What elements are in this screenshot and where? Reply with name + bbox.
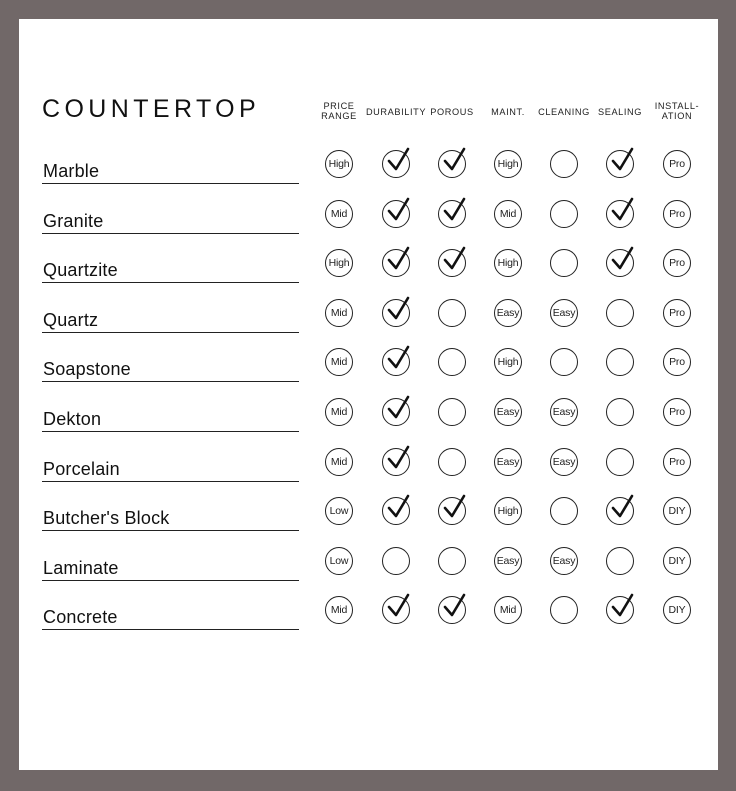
rating-label: Easy [552,554,576,567]
column-header-4: MAINT. [491,107,525,117]
empty-circle [606,348,634,376]
rating-label: Easy [496,554,520,567]
rating-label: Easy [496,455,520,468]
check-icon [606,497,634,525]
material-name: Marble [43,161,100,181]
rating-badge [663,398,691,426]
rating-label: Low [329,505,349,518]
check-icon [382,398,410,426]
check-mark [385,295,411,323]
empty-circle [438,348,466,376]
column-header-2: DURABILITY [365,107,427,117]
material-name: Quartz [43,309,99,330]
rating-badge [494,249,522,277]
check-mark [385,493,411,521]
check-mark [385,344,411,372]
rating-badge [325,150,353,178]
material-name: Butcher's Block [43,508,170,529]
material-name: Dekton [43,409,102,429]
rating-label: Pro [669,158,685,170]
check-mark [441,146,467,174]
check-mark [609,245,635,273]
rating-label: Pro [669,306,685,319]
rating-label: Pro [669,406,685,418]
empty-circle [550,348,578,376]
check-mark [385,245,411,273]
rating-label: Pro [669,257,685,270]
column-header-6: SEALING [597,107,643,117]
empty-circle [382,547,410,575]
empty-circle [606,398,634,426]
rating-label: Mid [330,406,348,418]
check-mark [385,394,411,422]
rating-label: Mid [330,306,348,319]
check-mark [385,146,411,174]
empty-circle [606,448,634,476]
rating-label: Pro [669,455,685,468]
material-name: Soapstone [43,359,131,380]
rating-badge [494,448,522,476]
rating-badge [663,249,691,277]
check-icon [382,249,410,277]
rating-label: High [497,257,519,270]
rating-badge [663,448,691,476]
rating-badge [494,398,522,426]
check-icon [382,596,410,624]
rating-label: Easy [552,406,576,418]
name-underline [42,629,299,630]
check-icon [438,249,466,277]
rating-badge [663,348,691,376]
empty-circle [438,299,466,327]
rating-badge [494,547,522,575]
name-underline [42,381,299,382]
rating-badge [325,497,353,525]
column-header-7: INSTALL- ATION [654,101,700,121]
rating-badge [325,299,353,327]
column-header-1: PRICE RANGE [321,101,357,121]
column-header-3: POROUS [430,107,474,117]
check-mark [441,493,467,521]
rating-badge [663,150,691,178]
empty-circle [606,547,634,575]
rating-label: Easy [552,306,576,319]
material-name: Quartzite [43,260,118,281]
check-mark [441,196,467,224]
check-icon [606,596,634,624]
rating-label: DIY [668,505,686,518]
name-underline [42,580,299,581]
check-icon [606,150,634,178]
empty-circle [606,299,634,327]
rating-badge [494,497,522,525]
material-name: Porcelain [43,458,120,479]
check-mark [609,493,635,521]
rating-label: Pro [669,356,685,369]
rating-badge [325,547,353,575]
check-icon [606,249,634,277]
check-mark [441,592,467,620]
check-icon [438,596,466,624]
check-icon [382,348,410,376]
name-underline [42,530,299,531]
check-mark [609,146,635,174]
rating-label: High [497,356,519,369]
rating-label: Mid [499,604,517,617]
rating-badge [663,547,691,575]
rating-label: Mid [330,207,348,220]
page-title: COUNTERTOP [42,95,261,123]
rating-badge [550,299,578,327]
rating-badge [550,547,578,575]
empty-circle [550,200,578,228]
column-header-5: CLEANING [538,107,590,117]
material-name: Concrete [43,607,118,628]
rating-label: High [328,257,350,270]
check-mark [385,592,411,620]
rating-label: DIY [668,604,686,617]
rating-badge [663,596,691,624]
rating-label: Easy [496,406,520,418]
rating-badge [663,299,691,327]
rating-badge [494,348,522,376]
rating-badge [550,448,578,476]
rating-badge [325,398,353,426]
rating-label: Easy [496,306,520,319]
rating-badge [494,299,522,327]
check-icon [438,200,466,228]
check-icon [606,200,634,228]
rating-label: Mid [499,207,517,220]
check-mark [609,592,635,620]
material-name: Laminate [43,557,119,578]
empty-circle [550,596,578,624]
rating-label: DIY [668,554,686,567]
check-icon [382,299,410,327]
countertop-chart-page [19,19,718,770]
rating-badge [663,200,691,228]
rating-badge [550,398,578,426]
name-underline [42,431,299,432]
rating-badge [325,448,353,476]
check-mark [609,196,635,224]
name-underline [42,183,299,184]
check-mark [385,444,411,472]
rating-label: High [328,158,350,170]
check-mark [385,196,411,224]
rating-label: Pro [669,207,685,220]
rating-badge [325,249,353,277]
check-icon [438,497,466,525]
rating-badge [325,200,353,228]
rating-badge [494,596,522,624]
rating-badge [325,348,353,376]
check-icon [382,497,410,525]
rating-badge [325,596,353,624]
material-name: Granite [43,210,104,231]
empty-circle [438,398,466,426]
check-icon [382,150,410,178]
empty-circle [438,448,466,476]
empty-circle [550,249,578,277]
rating-label: Mid [330,455,348,468]
name-underline [42,233,299,234]
empty-circle [550,497,578,525]
name-underline [42,332,299,333]
rating-label: High [497,505,519,518]
empty-circle [438,547,466,575]
rating-label: Low [329,554,349,567]
empty-circle [550,150,578,178]
rating-badge [494,150,522,178]
name-underline [42,282,299,283]
check-icon [382,448,410,476]
rating-label: Mid [330,604,348,617]
table-row [19,604,718,659]
rating-badge [494,200,522,228]
rating-label: Easy [552,455,576,468]
name-underline [42,481,299,482]
rating-label: Mid [330,356,348,369]
check-icon [382,200,410,228]
rating-badge [663,497,691,525]
check-mark [441,245,467,273]
check-icon [438,150,466,178]
rating-label: High [497,158,519,170]
